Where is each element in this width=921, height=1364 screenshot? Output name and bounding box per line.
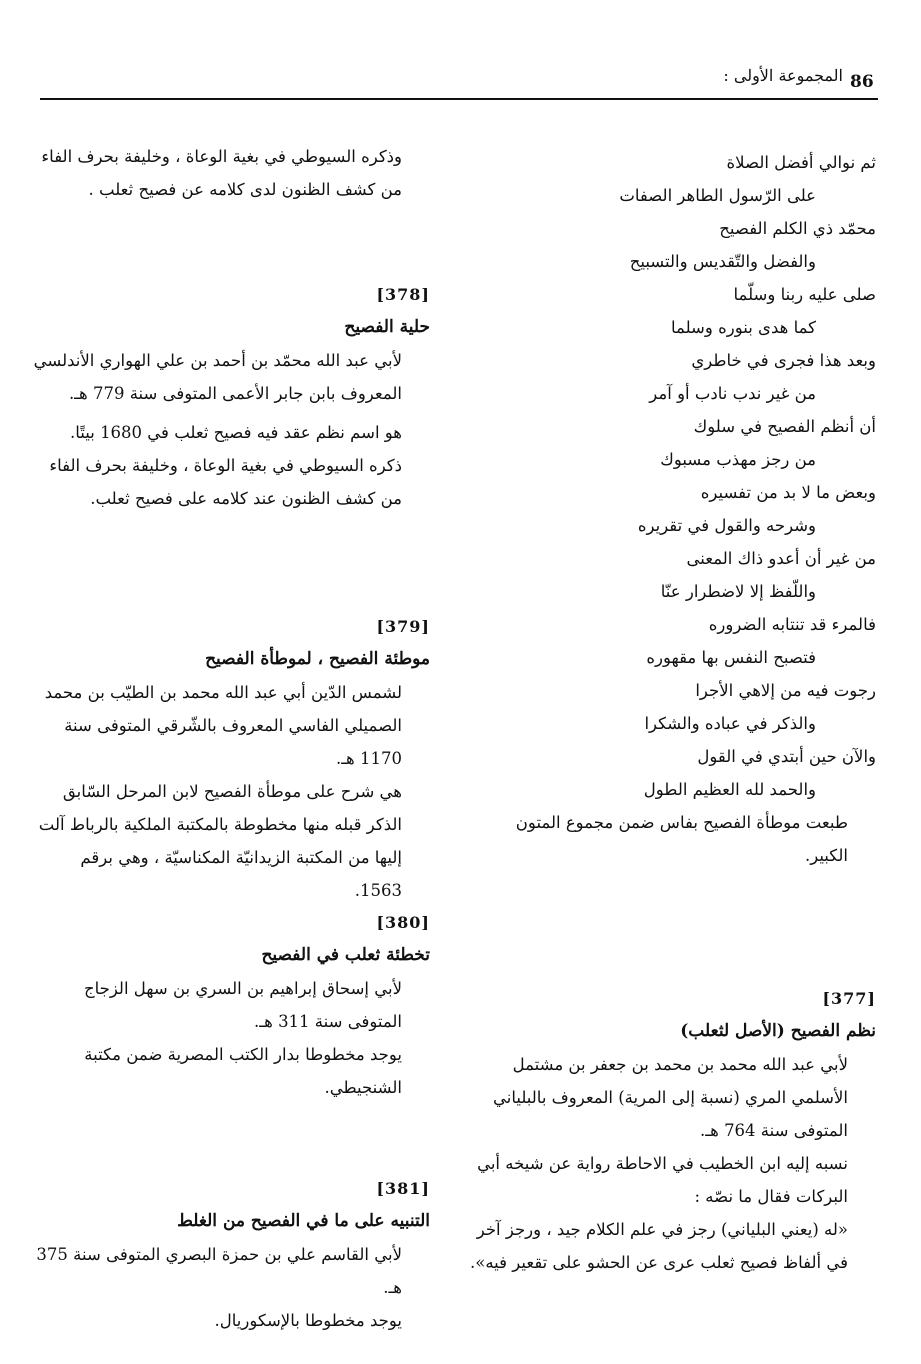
entry-379: [30, 610, 430, 907]
intro-text: وذكره السيوطي في بغية الوعاة ، وخليفة بحرف الفاء من كشف الظنون لدى كلامه عن فصيح ثعلب .: [41, 147, 402, 199]
verse-line: وبعض ما لا بد من تفسيره: [700, 483, 876, 502]
entry-number: [380]: [376, 913, 430, 932]
entry-note: يوجد مخطوطا بالإسكوريال.: [214, 1311, 402, 1330]
entry-number: [381]: [376, 1179, 430, 1198]
entry-title: تخطئة ثعلب في الفصيح: [261, 945, 430, 965]
entry-note: ذكره السيوطي في بغية الوعاة ، وخليفة بحرف الفاء من كشف الظنون عند كلامه على فصيح ثعلب.: [49, 456, 402, 508]
verse-line: من رجز مهذب مسبوك: [660, 450, 816, 469]
verse-line: على الرّسول الطاهر الصفات: [619, 186, 816, 205]
verse-line: ثم نوالي أفضل الصلاة: [726, 153, 876, 172]
verse-line: أن أنظم الفصيح في سلوك: [693, 417, 876, 436]
verse-line: والحمد لله العظيم الطول: [643, 780, 816, 799]
left-column: [30, 140, 430, 206]
entry-note: يوجد مخطوطا بدار الكتب المصرية ضمن مكتبة الشنجيطي.: [84, 1045, 402, 1097]
verse-line: فتصبح النفس بها مقهوره: [646, 648, 816, 667]
verse-line: فالمرء قد تنتابه الضروره: [708, 615, 876, 634]
verse-line: وبعد هذا فجرى في خاطري: [691, 351, 876, 370]
entry-381: [30, 1172, 430, 1337]
header-rule: [40, 98, 878, 100]
after-verses-text: طبعت موطأة الفصيح بفاس ضمن مجموع المتون الكبير.: [515, 813, 848, 865]
running-title: المجموعة الأولى :: [723, 66, 843, 85]
entry-title: حلية الفصيح: [344, 317, 430, 337]
entry-380: [30, 906, 430, 1104]
entry-author: لأبي عبد الله محمّد بن أحمد بن علي الهواري الأندلسي المعروف بابن جابر الأعمى المتوفى سنة 779 هـ.: [33, 351, 402, 403]
verse-line: والفضل والتّقديس والتسبيح: [629, 252, 816, 271]
verse-line: صلى عليه ربنا وسلّما: [733, 285, 876, 304]
entry-title: موطئة الفصيح ، لموطأة الفصيح: [205, 649, 430, 669]
entry-note: هي شرح على موطأة الفصيح لابن المرحل السّابق الذكر قبله منها مخطوطة بالمكتبة الملكية بالرباط آلت إليها من المكتبة الزيدانيّة المكناسيّة ، وهي برقم 1563.: [38, 782, 402, 900]
verse-line: رجوت فيه من إلاهي الأجرا: [695, 681, 876, 700]
entry-author: لأبي القاسم علي بن حمزة البصري المتوفى سنة 375 هـ.: [36, 1245, 402, 1297]
verse-line: من غير ندب نادب أو آمر: [649, 384, 816, 403]
entry-note: نسبه إليه ابن الخطيب في الاحاطة رواية عن شيخه أبي البركات فقال ما نصّه :: [477, 1154, 848, 1206]
entry-title: التنبيه على ما في الفصيح من الغلط: [177, 1211, 430, 1231]
entry-number: [377]: [822, 989, 876, 1008]
verse-line: من غير أن أعدو ذاك المعنى: [686, 549, 876, 568]
entry-378: [30, 278, 430, 515]
entry-author: لأبي إسحاق إبراهيم بن السري بن سهل الزجاج المتوفى سنة 311 هـ.: [83, 979, 402, 1031]
verse-line: محمّد ذي الكلم الفصيح: [719, 219, 876, 238]
verse-line: والذكر في عباده والشكرا: [644, 714, 816, 733]
entry-title: نظم الفصيح (الأصل لثعلب): [680, 1021, 876, 1041]
entry-number: [379]: [376, 617, 430, 636]
right-column: [468, 146, 876, 872]
entry-number: [378]: [376, 285, 430, 304]
entry-author: لشمس الدّين أبي عبد الله محمد بن الطيّب بن محمد الصميلي الفاسي المعروف بالشّرقي المتوفى سنة 1170 هـ.: [44, 683, 402, 768]
verse-line: واللّفظ إلا لاضطرار عنّا: [660, 582, 816, 601]
page-number: 86: [850, 72, 874, 92]
verse-line: كما هدى بنوره وسلما: [671, 318, 816, 337]
entry-377: [468, 982, 876, 1279]
entry-note: «له (يعني البلياني) رجز في علم الكلام جيد ، ورجز آخر في ألفاظ فصيح ثعلب عرى عن الحشو على تقعير فيه».: [469, 1220, 848, 1272]
entry-note: هو اسم نظم عقد فيه فصيح ثعلب في 1680 بيتًا.: [69, 423, 402, 442]
verse-line: وشرحه والقول في تقريره: [637, 516, 816, 535]
verse-line: والآن حين أبتدي في القول: [697, 747, 876, 766]
entry-author: لأبي عبد الله محمد بن محمد بن جعفر بن مشتمل الأسلمي المري (نسبة إلى المرية) المعروف بالبلياني المتوفى سنة 764 هـ.: [492, 1055, 848, 1140]
